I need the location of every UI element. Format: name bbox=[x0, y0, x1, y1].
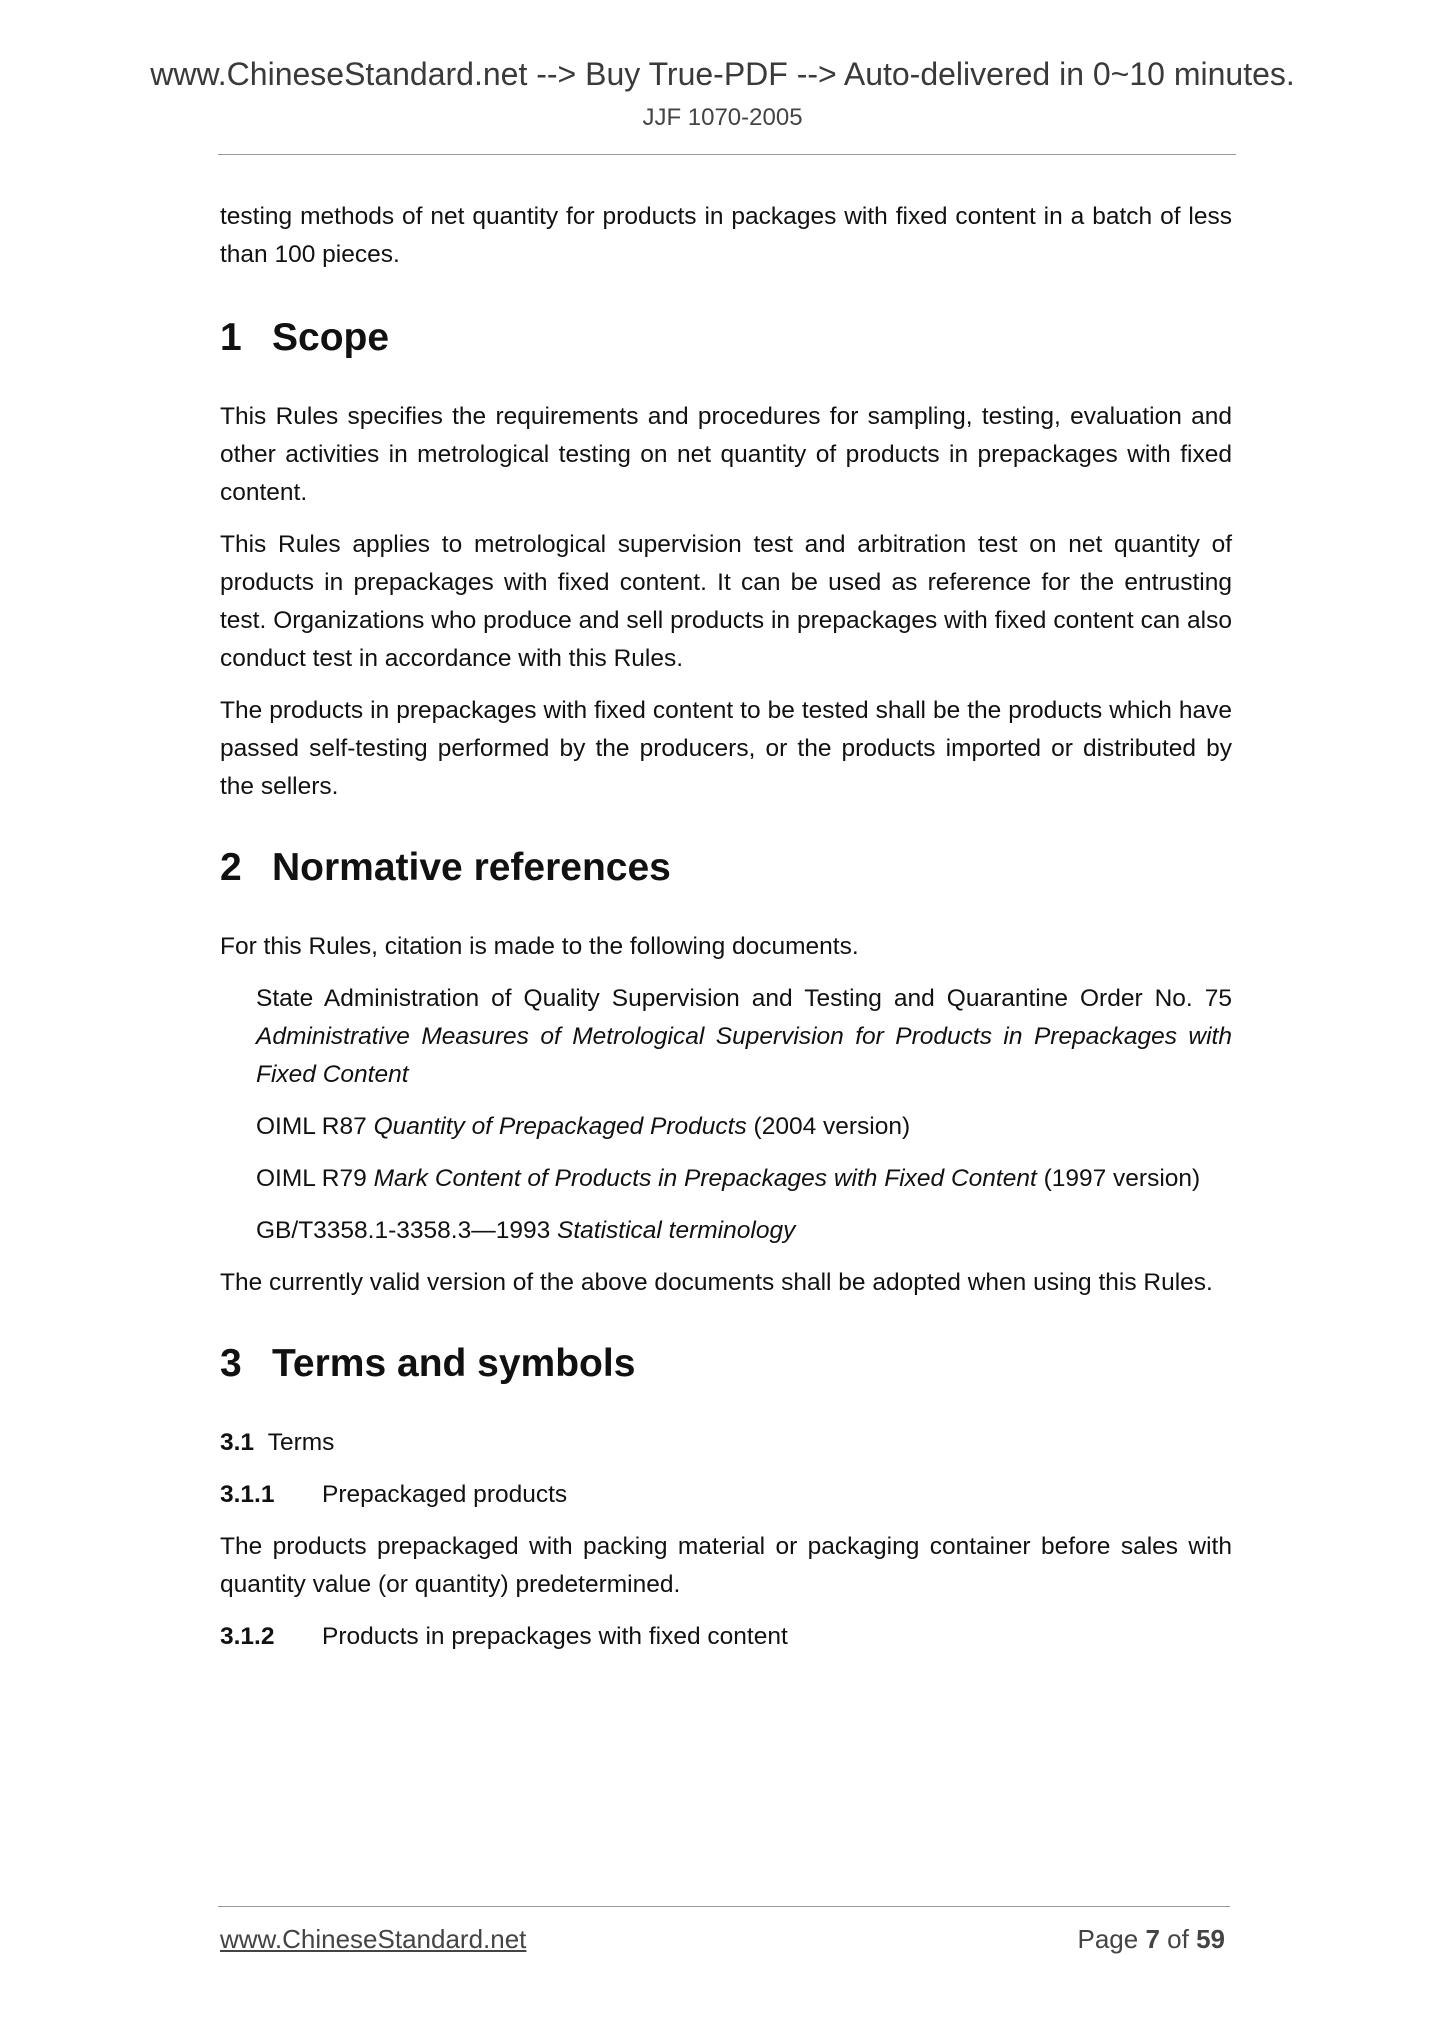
intro-paragraph: testing methods of net quantity for products in packages with fixed content in a batch of less than 100 pieces. bbox=[220, 203, 1232, 268]
reference-prefix: OIML R79 bbox=[256, 1165, 367, 1192]
section-3-title: Terms and symbols bbox=[272, 1342, 636, 1385]
reference-title: Administrative Measures of Metrological Supervision for Products in Prepackages with Fixed Content bbox=[256, 1023, 1232, 1088]
scope-paragraph-3: The products in prepackages with fixed content to be tested shall be the products which have passed self-testing performed by the producers, or the products imported or distributed by the sellers. bbox=[220, 697, 1232, 800]
page-number bbox=[1077, 1924, 1225, 1955]
footer-website-link[interactable]: www.ChineseStandard.net bbox=[220, 1924, 527, 1954]
reference-title: Statistical terminology bbox=[557, 1217, 796, 1244]
subsection-3-1-title: Terms bbox=[267, 1429, 335, 1456]
reference-title: Mark Content of Products in Prepackages with Fixed Content bbox=[373, 1165, 1037, 1192]
section-1-title: Scope bbox=[272, 316, 390, 359]
reference-prefix: OIML R87 bbox=[256, 1113, 367, 1140]
reference-item bbox=[256, 1108, 1232, 1146]
section-1-number: 1 bbox=[220, 316, 242, 359]
subsection-3-1 bbox=[220, 1424, 1232, 1462]
page-of: of bbox=[1167, 1924, 1189, 1954]
header-divider bbox=[218, 154, 1236, 155]
reference-suffix: (2004 version) bbox=[753, 1113, 911, 1140]
references-lead: For this Rules, citation is made to the following documents. bbox=[220, 933, 859, 960]
section-2-number: 2 bbox=[220, 846, 242, 889]
subsection-3-1-2-title: Products in prepackages with fixed content bbox=[322, 1623, 788, 1650]
standard-code: JJF 1070-2005 bbox=[642, 104, 803, 131]
header-banner: www.ChineseStandard.net --> Buy True-PDF --> Auto-delivered in 0~10 minutes. bbox=[150, 56, 1295, 92]
definition-3-1-1: The products prepackaged with packing material or packaging container before sales with quantity value (or quantity) predetermined. bbox=[220, 1533, 1232, 1598]
scope-paragraph-1: This Rules specifies the requirements and procedures for sampling, testing, evaluation and other activities in metrological testing on net quantity of products in prepackages with fixed content. bbox=[220, 403, 1232, 506]
scope-paragraph-2: This Rules applies to metrological supervision test and arbitration test on net quantity of products in prepackages with fixed content. It can be used as reference for the entrusting test. Organizations who produce and sell products in prepackages with fixed content can also conduct test in accordance with this Rules. bbox=[220, 531, 1232, 672]
subsection-3-1-1-number: 3.1.1 bbox=[220, 1481, 275, 1508]
subsection-3-1-1-title: Prepackaged products bbox=[322, 1481, 568, 1508]
section-3-number: 3 bbox=[220, 1342, 242, 1385]
section-2-heading bbox=[220, 844, 1232, 892]
reference-prefix: State Administration of Quality Supervision and Testing and Quarantine Order No. 75 bbox=[256, 985, 1232, 1012]
page-total: 59 bbox=[1196, 1924, 1225, 1954]
section-2-title: Normative references bbox=[272, 846, 671, 889]
page-label: Page bbox=[1077, 1924, 1139, 1954]
subsection-3-1-2-number: 3.1.2 bbox=[220, 1623, 275, 1650]
reference-prefix: GB/T3358.1-3358.3—1993 bbox=[256, 1217, 551, 1244]
section-3-heading bbox=[220, 1340, 1232, 1388]
subsection-3-1-1 bbox=[220, 1476, 1232, 1514]
reference-item bbox=[256, 1212, 1232, 1250]
subsection-3-1-2 bbox=[220, 1618, 1232, 1656]
page-current: 7 bbox=[1145, 1924, 1160, 1954]
section-1-heading bbox=[220, 314, 1232, 362]
page-content bbox=[220, 198, 1232, 1656]
reference-suffix: (1997 version) bbox=[1043, 1165, 1201, 1192]
references-closing: The currently valid version of the above documents shall be adopted when using this Rules. bbox=[220, 1269, 1213, 1296]
reference-title: Quantity of Prepackaged Products bbox=[373, 1113, 747, 1140]
reference-item bbox=[256, 980, 1232, 1094]
subsection-3-1-number: 3.1 bbox=[220, 1429, 255, 1456]
footer-divider bbox=[218, 1906, 1230, 1907]
reference-item bbox=[256, 1160, 1232, 1198]
